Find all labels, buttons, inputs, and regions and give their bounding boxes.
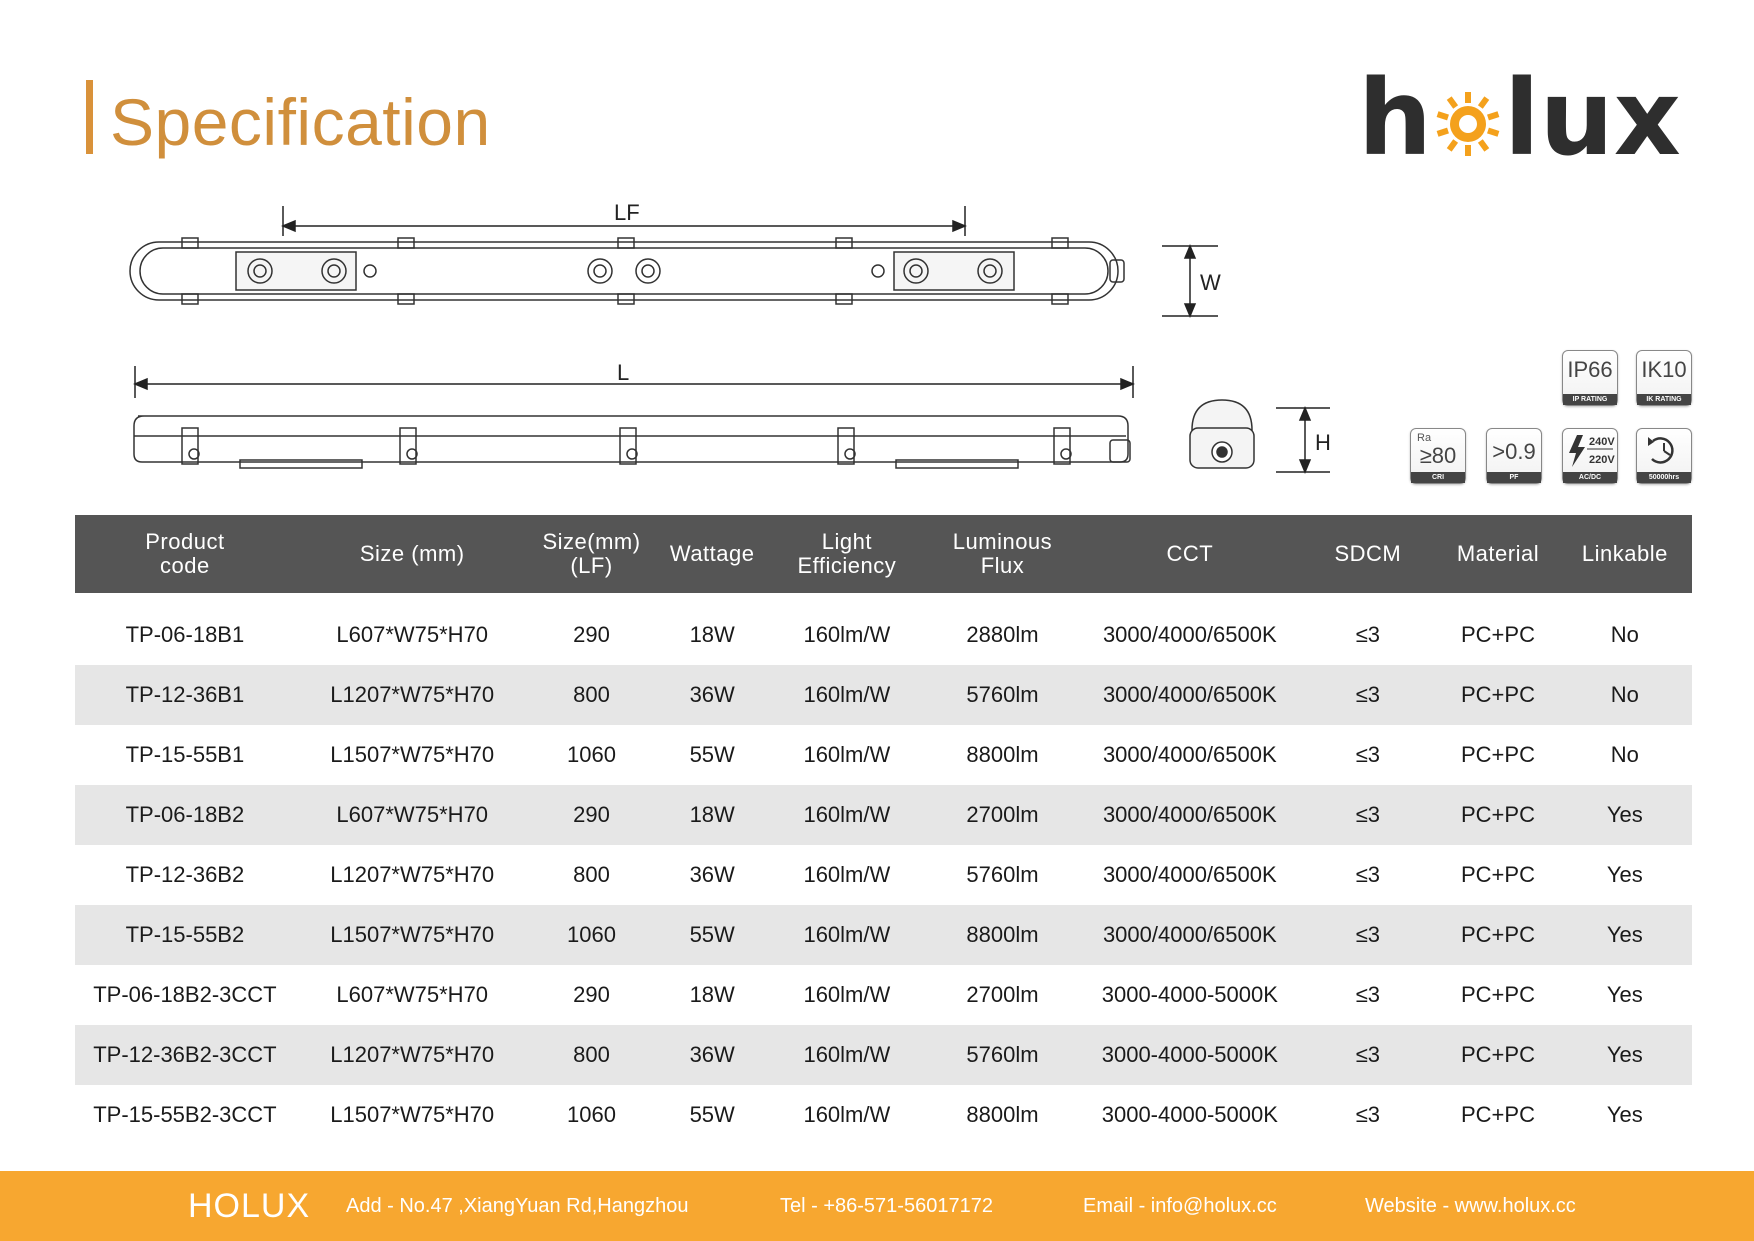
cell-size-lf: 290	[530, 785, 654, 845]
cell-sdcm: ≤3	[1355, 982, 1381, 1007]
cell-size-lf: 800	[573, 862, 610, 887]
cell-wattage: 55W	[689, 1102, 735, 1127]
footer-email[interactable]: Email - info@holux.cc	[1083, 1195, 1277, 1217]
lifetime-badge-caption: 50000hrs	[1637, 472, 1691, 483]
cell-light-efficiency: 160lm/W	[771, 785, 923, 845]
cell-product-code: TP-15-55B2	[75, 905, 295, 965]
cell-product-code: TP-12-36B2-3CCT	[75, 1025, 295, 1085]
cell-product-code: TP-06-18B2-3CCT	[93, 982, 277, 1007]
cell-wattage: 36W	[653, 1025, 771, 1085]
table-row	[75, 605, 1692, 665]
cell-wattage: 55W	[689, 742, 735, 767]
ip66-badge-caption: IP RATING	[1563, 394, 1617, 405]
cell-sdcm: ≤3	[1355, 622, 1381, 647]
cell-material: PC+PC	[1438, 1025, 1557, 1085]
page-title: Specification	[110, 85, 491, 159]
footer-brand: HOLUX	[188, 1187, 311, 1225]
logo-text-right: lux	[1504, 57, 1681, 179]
ik10-badge-main: IK10	[1641, 357, 1687, 382]
cell-linkable: No	[1558, 665, 1692, 725]
cell-luminous-flux: 5760lm	[923, 1025, 1082, 1085]
cell-light-efficiency: 160lm/W	[771, 665, 923, 725]
cell-size-lf: 800	[530, 1025, 654, 1085]
acdc-badge-bottom: 220V	[1589, 454, 1615, 466]
cell-material: PC+PC	[1460, 982, 1535, 1007]
cri-badge-caption: CRI	[1411, 472, 1465, 483]
cell-size-lf: 1060	[530, 905, 654, 965]
cell-material: PC+PC	[1460, 622, 1535, 647]
cell-sdcm: ≤3	[1297, 905, 1438, 965]
cell-wattage: 55W	[653, 905, 771, 965]
header-product-code: Product code	[75, 515, 295, 593]
cell-sdcm: ≤3	[1297, 785, 1438, 845]
cell-linkable: Yes	[1606, 982, 1643, 1007]
logo-text-left: h	[1358, 57, 1433, 179]
cell-cct: 3000-4000-5000K	[1082, 1025, 1297, 1085]
table-row	[75, 965, 1692, 1025]
table-body	[75, 605, 1692, 1145]
header-material: Material	[1438, 515, 1557, 593]
cell-size: L1207*W75*H70	[330, 862, 495, 887]
cell-cct: 3000-4000-5000K	[1101, 982, 1278, 1007]
cell-linkable: Yes	[1606, 1102, 1643, 1127]
cell-light-efficiency: 160lm/W	[803, 1102, 891, 1127]
cell-product-code: TP-15-55B2-3CCT	[93, 1102, 277, 1127]
cell-material: PC+PC	[1438, 665, 1557, 725]
cell-cct: 3000/4000/6500K	[1082, 905, 1297, 965]
acdc-badge	[1562, 428, 1618, 484]
cell-size: L1207*W75*H70	[295, 1025, 530, 1085]
cell-luminous-flux: 2700lm	[923, 785, 1082, 845]
cell-material: PC+PC	[1460, 742, 1535, 767]
cell-size: L1507*W75*H70	[330, 1102, 495, 1127]
cell-wattage: 18W	[689, 982, 735, 1007]
footer-website[interactable]: Website - www.holux.cc	[1365, 1195, 1576, 1217]
specification-table	[75, 515, 1692, 1145]
lf-label: LF	[614, 200, 640, 225]
cell-linkable: Yes	[1558, 785, 1692, 845]
cell-material: PC+PC	[1460, 862, 1535, 887]
cell-linkable: No	[1610, 742, 1639, 767]
side-view-body	[134, 416, 1130, 468]
cri-badge	[1410, 428, 1466, 484]
cell-cct: 3000/4000/6500K	[1102, 622, 1277, 647]
cell-size: L607*W75*H70	[336, 622, 489, 647]
cell-wattage: 36W	[689, 862, 735, 887]
lightning-icon	[1563, 429, 1617, 471]
header-linkable: Linkable	[1558, 515, 1692, 593]
l-label: L	[617, 360, 630, 385]
header-size-lf: Size(mm) (LF)	[530, 515, 654, 593]
table-row	[75, 665, 1692, 725]
cell-wattage: 36W	[653, 665, 771, 725]
cell-size-lf: 290	[573, 982, 610, 1007]
l-dimension	[135, 366, 1133, 398]
cell-size: L1507*W75*H70	[295, 905, 530, 965]
footer-bar	[0, 1171, 1754, 1241]
ip66-badge	[1562, 350, 1618, 406]
cell-product-code: TP-15-55B1	[125, 742, 245, 767]
cell-luminous-flux: 2880lm	[966, 622, 1039, 647]
cell-size-lf: 1060	[567, 1102, 616, 1127]
cri-badge-small: Ra	[1417, 432, 1432, 444]
lifetime-badge	[1636, 428, 1692, 484]
header-sdcm: SDCM	[1297, 515, 1438, 593]
cri-badge-main: ≥80	[1419, 443, 1457, 468]
pf-badge	[1486, 428, 1542, 484]
w-label: W	[1200, 270, 1221, 295]
cell-sdcm: ≤3	[1297, 665, 1438, 725]
header-size: Size (mm)	[295, 515, 530, 593]
cell-size: L607*W75*H70	[336, 982, 489, 1007]
cell-light-efficiency: 160lm/W	[803, 862, 891, 887]
cell-light-efficiency: 160lm/W	[803, 622, 891, 647]
cell-linkable: No	[1610, 622, 1639, 647]
cell-wattage: 18W	[653, 785, 771, 845]
table-row	[75, 1085, 1692, 1145]
cell-cct: 3000/4000/6500K	[1082, 665, 1297, 725]
cell-cct: 3000-4000-5000K	[1101, 1102, 1278, 1127]
end-view	[1190, 400, 1254, 468]
cell-linkable: Yes	[1606, 862, 1643, 887]
acdc-badge-top: 240V	[1589, 436, 1615, 448]
cell-product-code: TP-06-18B1	[125, 622, 245, 647]
cell-sdcm: ≤3	[1355, 1102, 1381, 1127]
cell-size: L1207*W75*H70	[295, 665, 530, 725]
cell-material: PC+PC	[1460, 1102, 1535, 1127]
cell-product-code: TP-12-36B1	[75, 665, 295, 725]
title-accent-bar	[86, 80, 93, 154]
cell-size: L1507*W75*H70	[330, 742, 495, 767]
footer-tel: Tel - +86-571-56017172	[780, 1195, 993, 1217]
header-light-efficiency: Light Efficiency	[771, 515, 923, 593]
pf-badge-main: >0.9	[1492, 439, 1536, 464]
cell-luminous-flux: 8800lm	[966, 742, 1039, 767]
header-cct: CCT	[1082, 515, 1297, 593]
cell-material: PC+PC	[1438, 785, 1557, 845]
acdc-badge-caption: AC/DC	[1563, 472, 1617, 483]
table-header-row	[75, 515, 1692, 593]
cell-luminous-flux: 5760lm	[966, 862, 1039, 887]
cell-luminous-flux: 5760lm	[923, 665, 1082, 725]
table-row	[75, 1025, 1692, 1085]
cell-cct: 3000/4000/6500K	[1102, 862, 1277, 887]
cell-size-lf: 290	[573, 622, 610, 647]
ip66-badge-main: IP66	[1567, 357, 1613, 382]
certification-badges	[1400, 348, 1700, 488]
cell-product-code: TP-06-18B2	[75, 785, 295, 845]
cell-light-efficiency: 160lm/W	[771, 1025, 923, 1085]
cell-sdcm: ≤3	[1297, 1025, 1438, 1085]
cell-material: PC+PC	[1438, 905, 1557, 965]
h-label: H	[1315, 430, 1331, 455]
cell-cct: 3000/4000/6500K	[1102, 742, 1277, 767]
cell-linkable: Yes	[1558, 1025, 1692, 1085]
table-row	[75, 785, 1692, 845]
table-row	[75, 725, 1692, 785]
logo-sun-icon	[1437, 92, 1500, 156]
cell-luminous-flux: 2700lm	[966, 982, 1039, 1007]
cell-linkable: Yes	[1558, 905, 1692, 965]
cell-size: L607*W75*H70	[295, 785, 530, 845]
table-row	[75, 905, 1692, 965]
footer-address: Add - No.47 ,XiangYuan Rd,Hangzhou	[346, 1195, 689, 1217]
holux-logo	[1358, 57, 1681, 179]
cell-size-lf: 1060	[567, 742, 616, 767]
cell-cct: 3000/4000/6500K	[1082, 785, 1297, 845]
header-luminous-flux: Luminous Flux	[923, 515, 1082, 593]
cell-wattage: 18W	[689, 622, 735, 647]
cell-luminous-flux: 8800lm	[923, 905, 1082, 965]
cell-luminous-flux: 8800lm	[966, 1102, 1039, 1127]
cell-sdcm: ≤3	[1355, 742, 1381, 767]
ik10-badge-caption: IK RATING	[1637, 394, 1691, 405]
cell-sdcm: ≤3	[1355, 862, 1381, 887]
cell-light-efficiency: 160lm/W	[803, 742, 891, 767]
cell-light-efficiency: 160lm/W	[803, 982, 891, 1007]
cell-light-efficiency: 160lm/W	[771, 905, 923, 965]
history-clock-icon	[1637, 429, 1691, 471]
ik10-badge	[1636, 350, 1692, 406]
cell-product-code: TP-12-36B2	[125, 862, 245, 887]
table-row	[75, 845, 1692, 905]
pf-badge-caption: PF	[1487, 472, 1541, 483]
top-view-body	[130, 238, 1124, 304]
cell-size-lf: 800	[530, 665, 654, 725]
header-wattage: Wattage	[653, 515, 771, 593]
